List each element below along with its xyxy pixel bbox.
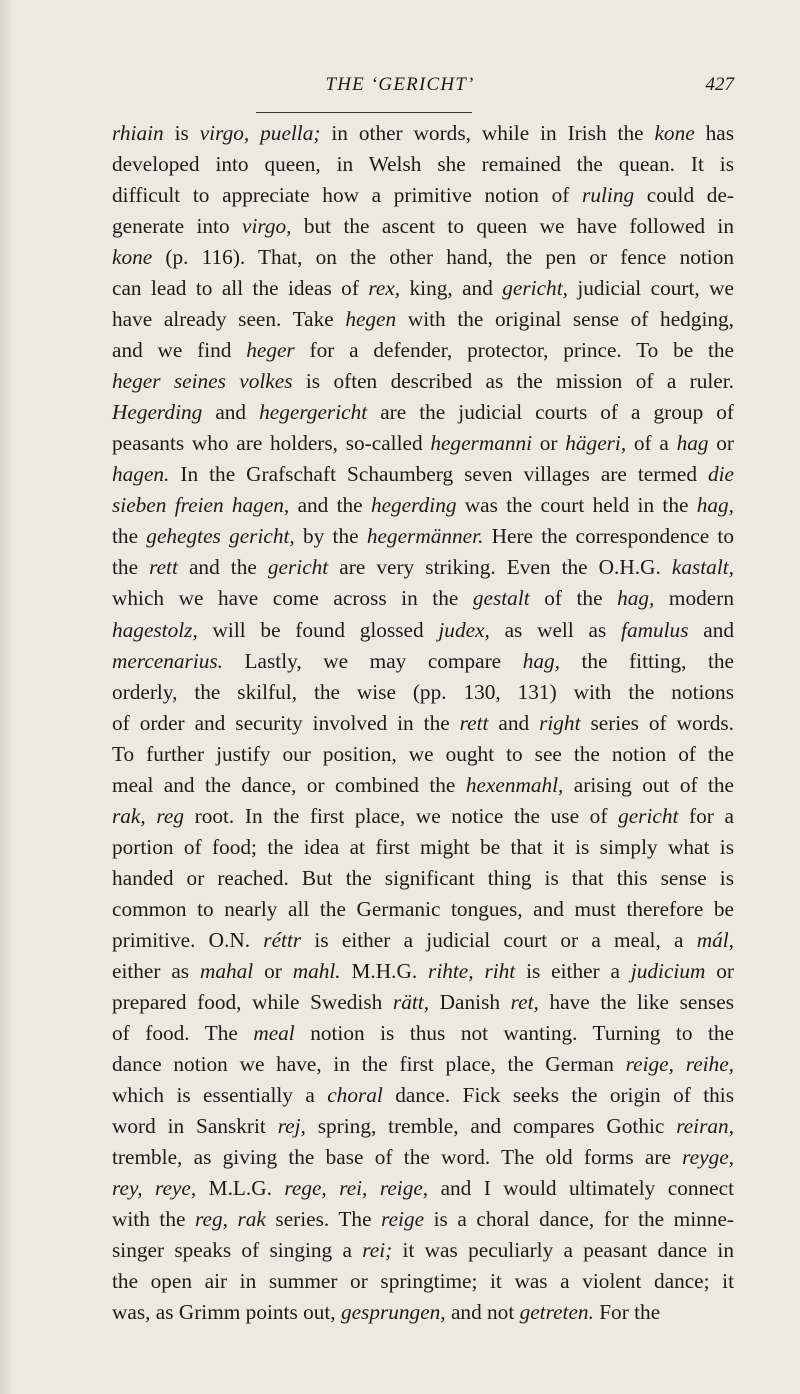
italic-text-run: virgo,	[242, 214, 292, 239]
text-line	[112, 739, 734, 770]
italic-text-run: famulus	[621, 617, 689, 642]
text-run: king, and	[400, 276, 503, 301]
italic-text-run: judicium	[630, 958, 706, 983]
italic-text-run: kastalt,	[671, 555, 734, 580]
text-line	[112, 273, 734, 304]
italic-text-run: hegermänner.	[366, 524, 484, 549]
italic-text-run: reiran,	[676, 1114, 734, 1138]
text-run: orderly, the skilful, the wise (pp. 130, 131) with the notions	[112, 679, 734, 704]
text-run: common to nearly all the Germanic tongues, and must therefore be	[112, 896, 734, 921]
italic-text-run: heger seines volkes	[112, 369, 293, 394]
text-line	[112, 242, 734, 273]
italic-text-run: mercenarius.	[112, 648, 223, 673]
text-run: or	[708, 431, 734, 456]
text-run: In the Grafschaft Schaumberg seven villages are termed	[169, 462, 708, 487]
text-run: and not	[445, 1300, 520, 1325]
italic-text-run: ruling	[582, 183, 635, 208]
text-line	[112, 180, 734, 211]
italic-text-run: heger	[246, 338, 295, 363]
italic-text-run: hegerding	[370, 493, 457, 518]
text-run: spring, tremble, and compares Gothic	[305, 1114, 677, 1138]
italic-text-run: rege, rei, reige,	[284, 1176, 429, 1201]
italic-text-run: right	[539, 710, 581, 735]
text-run: as well as	[489, 617, 622, 642]
italic-text-run: meal	[253, 1020, 295, 1045]
text-run: or	[705, 958, 734, 983]
text-run: dance. Fick seeks the origin of this	[382, 1082, 735, 1107]
text-run: tremble, as giving the base of the word. The old forms are	[112, 1145, 683, 1170]
italic-text-run: hag	[676, 431, 709, 456]
italic-text-run: hag,	[696, 493, 735, 518]
italic-text-run: rätt,	[392, 989, 430, 1014]
italic-text-run: hägeri,	[565, 431, 627, 456]
text-line	[112, 894, 734, 925]
text-run: could de-	[634, 183, 734, 208]
text-run: generate into	[112, 214, 242, 239]
text-line	[112, 1049, 734, 1080]
italic-text-run: rihte, riht	[428, 958, 516, 983]
text-run: or	[532, 431, 566, 456]
italic-text-run: hegergericht	[259, 400, 368, 425]
italic-text-run: ret,	[510, 989, 539, 1014]
text-run: series. The	[265, 1207, 382, 1232]
text-run: is either a judicial court or a meal, a	[301, 927, 697, 952]
text-run: of order and security involved in the	[112, 710, 460, 735]
italic-text-run: mahal	[199, 958, 254, 983]
text-run: arising out of the	[563, 772, 734, 797]
text-line	[112, 956, 734, 987]
page-edge-shadow	[0, 0, 14, 1394]
text-run: peasants who are holders, so-called	[112, 431, 431, 456]
text-run: portion of food; the idea at first might be that it is simply what is	[112, 834, 734, 859]
text-run: have already seen. Take	[112, 307, 346, 332]
text-run: and the	[289, 493, 371, 518]
text-run: primitive. O.N.	[112, 927, 264, 952]
italic-text-run: kone	[654, 121, 695, 145]
text-line	[112, 832, 734, 863]
text-line	[112, 211, 734, 242]
text-run: are very striking. Even the O.H.G.	[328, 555, 672, 580]
text-run: in other words, while in Irish the	[320, 121, 655, 145]
italic-text-run: choral	[327, 1082, 383, 1107]
text-run: dance notion we have, in the first place, the German	[112, 1051, 626, 1076]
text-run: but the ascent to queen we have followed in	[291, 214, 734, 239]
italic-text-run: gericht,	[502, 276, 568, 301]
text-run: singer speaks of singing a	[112, 1238, 363, 1263]
text-line	[112, 459, 734, 490]
italic-text-run: rej,	[277, 1114, 306, 1138]
italic-text-run: gericht	[618, 803, 679, 828]
text-run: has	[694, 121, 734, 145]
text-line	[112, 708, 734, 739]
text-run: the	[112, 555, 150, 580]
text-run: which is essentially a	[112, 1082, 328, 1107]
text-run: handed or reached. But the significant thing is that this sense is	[112, 865, 734, 890]
text-run: the	[112, 524, 147, 549]
italic-text-run: judex,	[438, 617, 490, 642]
text-run: of a	[626, 431, 677, 456]
header-rule	[256, 112, 472, 113]
page-header	[0, 74, 800, 114]
italic-text-run: rak, reg	[112, 803, 184, 828]
text-run: series of words.	[580, 710, 734, 735]
text-run: For the	[593, 1300, 661, 1325]
text-line	[112, 1235, 734, 1266]
text-line	[112, 366, 734, 397]
text-run: it was peculiarly a peasant dance in	[392, 1238, 734, 1263]
running-head: THE ‘GERICHT’	[325, 74, 475, 95]
text-run: of the	[529, 586, 618, 611]
text-run: the open air in summer or springtime; it was a violent dance; it	[112, 1269, 734, 1294]
text-line	[112, 490, 734, 521]
italic-text-run: rhiain	[112, 121, 164, 145]
text-run: M.L.G.	[196, 1176, 285, 1201]
italic-text-run: mahl.	[292, 958, 341, 983]
text-line	[112, 770, 734, 801]
italic-text-run: sieben freien hagen,	[112, 493, 290, 518]
text-run: or	[253, 958, 293, 983]
italic-text-run: virgo, puella;	[199, 121, 321, 145]
text-line	[112, 1111, 734, 1142]
text-run: To further justify our position, we ought to see the notion of the	[112, 741, 734, 766]
text-run: prepared food, while Swedish	[112, 989, 393, 1014]
text-run: and I would ultimately connect	[428, 1176, 734, 1201]
text-run: meal and the dance, or combined the	[112, 772, 466, 797]
italic-text-run: kone	[112, 245, 153, 270]
text-line	[112, 1297, 734, 1328]
italic-text-run: die	[707, 462, 734, 487]
text-run: with the	[112, 1207, 195, 1232]
text-run: is often described as the mission of a ruler.	[292, 369, 734, 394]
italic-text-run: gesprungen,	[340, 1300, 446, 1325]
text-line	[112, 801, 734, 832]
text-line	[112, 1142, 734, 1173]
text-run: was the court held in the	[456, 493, 697, 518]
text-line	[112, 304, 734, 335]
text-run: and	[488, 710, 540, 735]
text-run: was, as Grimm points out,	[112, 1300, 341, 1325]
text-run: developed into queen, in Welsh she remained the quean. It is	[112, 152, 734, 177]
text-line	[112, 335, 734, 366]
text-run: for a	[678, 803, 734, 828]
text-line	[112, 615, 734, 646]
italic-text-run: rey, reye,	[112, 1176, 197, 1201]
italic-text-run: rett	[459, 710, 489, 735]
italic-text-run: hexenmahl,	[465, 772, 564, 797]
italic-text-run: hagestolz,	[112, 617, 198, 642]
text-line	[112, 1080, 734, 1111]
page-number: 427	[705, 74, 734, 95]
italic-text-run: hag,	[522, 648, 560, 673]
text-run: Here the correspondence to	[483, 524, 734, 549]
italic-text-run: hegermanni	[430, 431, 533, 456]
text-line	[112, 987, 734, 1018]
body-text	[112, 118, 734, 1328]
text-line	[112, 925, 734, 956]
italic-text-run: reyge,	[682, 1145, 734, 1170]
italic-text-run: gehegtes gericht,	[146, 524, 295, 549]
text-line	[112, 552, 734, 583]
italic-text-run: mál,	[696, 927, 734, 952]
text-run: M.H.G.	[340, 958, 429, 983]
text-run: (p. 116). That, on the other hand, the pen or fence notion	[152, 245, 734, 270]
text-run: with the original sense of hedging,	[396, 307, 734, 332]
text-run: is	[163, 121, 200, 145]
text-run: and	[202, 400, 260, 425]
italic-text-run: getreten.	[519, 1300, 594, 1325]
text-run: are the judicial courts of a group of	[367, 400, 734, 425]
text-run: of food. The	[112, 1020, 254, 1045]
italic-text-run: hegen	[345, 307, 397, 332]
text-run: and	[688, 617, 734, 642]
text-run: by the	[294, 524, 367, 549]
text-run: and the	[177, 555, 268, 580]
text-line	[112, 428, 734, 459]
text-run: Danish	[429, 989, 511, 1014]
text-run: is either a	[515, 958, 631, 983]
text-run: difficult to appreciate how a primitive notion of	[112, 183, 583, 208]
text-line	[112, 397, 734, 428]
text-run: either as	[112, 958, 200, 983]
italic-text-run: hag,	[617, 586, 655, 611]
italic-text-run: hagen.	[112, 462, 170, 487]
text-run: root. In the first place, we notice the use of	[183, 803, 619, 828]
text-run: have the like senses	[538, 989, 735, 1014]
text-run: can lead to all the ideas of	[112, 276, 369, 301]
text-run: is a choral dance, for the minne-	[424, 1207, 734, 1232]
text-line	[112, 1266, 734, 1297]
text-run: which we have come across in the	[112, 586, 473, 611]
text-run: modern	[654, 586, 734, 611]
italic-text-run: rex,	[368, 276, 401, 301]
italic-text-run: gestalt	[472, 586, 530, 611]
text-run: will be found glossed	[197, 617, 439, 642]
italic-text-run: reige	[381, 1207, 425, 1232]
text-run: for a defender, protector, prince. To be the	[294, 338, 734, 363]
text-line	[112, 1018, 734, 1049]
text-run: judicial court, we	[567, 276, 734, 301]
italic-text-run: rett	[149, 555, 178, 580]
italic-text-run: Hegerding	[112, 400, 203, 425]
text-line	[112, 1173, 734, 1204]
text-line	[112, 863, 734, 894]
text-line	[112, 149, 734, 180]
text-run: word in Sanskrit	[112, 1114, 278, 1138]
italic-text-run: gericht	[267, 555, 329, 580]
text-line	[112, 677, 734, 708]
text-run: notion is thus not wanting. Turning to the	[294, 1020, 734, 1045]
italic-text-run: réttr	[263, 927, 302, 952]
text-line	[112, 521, 734, 552]
text-line	[112, 646, 734, 677]
italic-text-run: reige, reihe,	[625, 1051, 734, 1076]
text-line	[112, 118, 734, 149]
italic-text-run: reg, rak	[195, 1207, 266, 1232]
text-run: the fitting, the	[559, 648, 735, 673]
text-run: and we find	[112, 338, 247, 363]
text-line	[112, 1204, 734, 1235]
text-line	[112, 583, 734, 614]
italic-text-run: rei;	[362, 1238, 393, 1263]
text-run: Lastly, we may compare	[223, 648, 523, 673]
